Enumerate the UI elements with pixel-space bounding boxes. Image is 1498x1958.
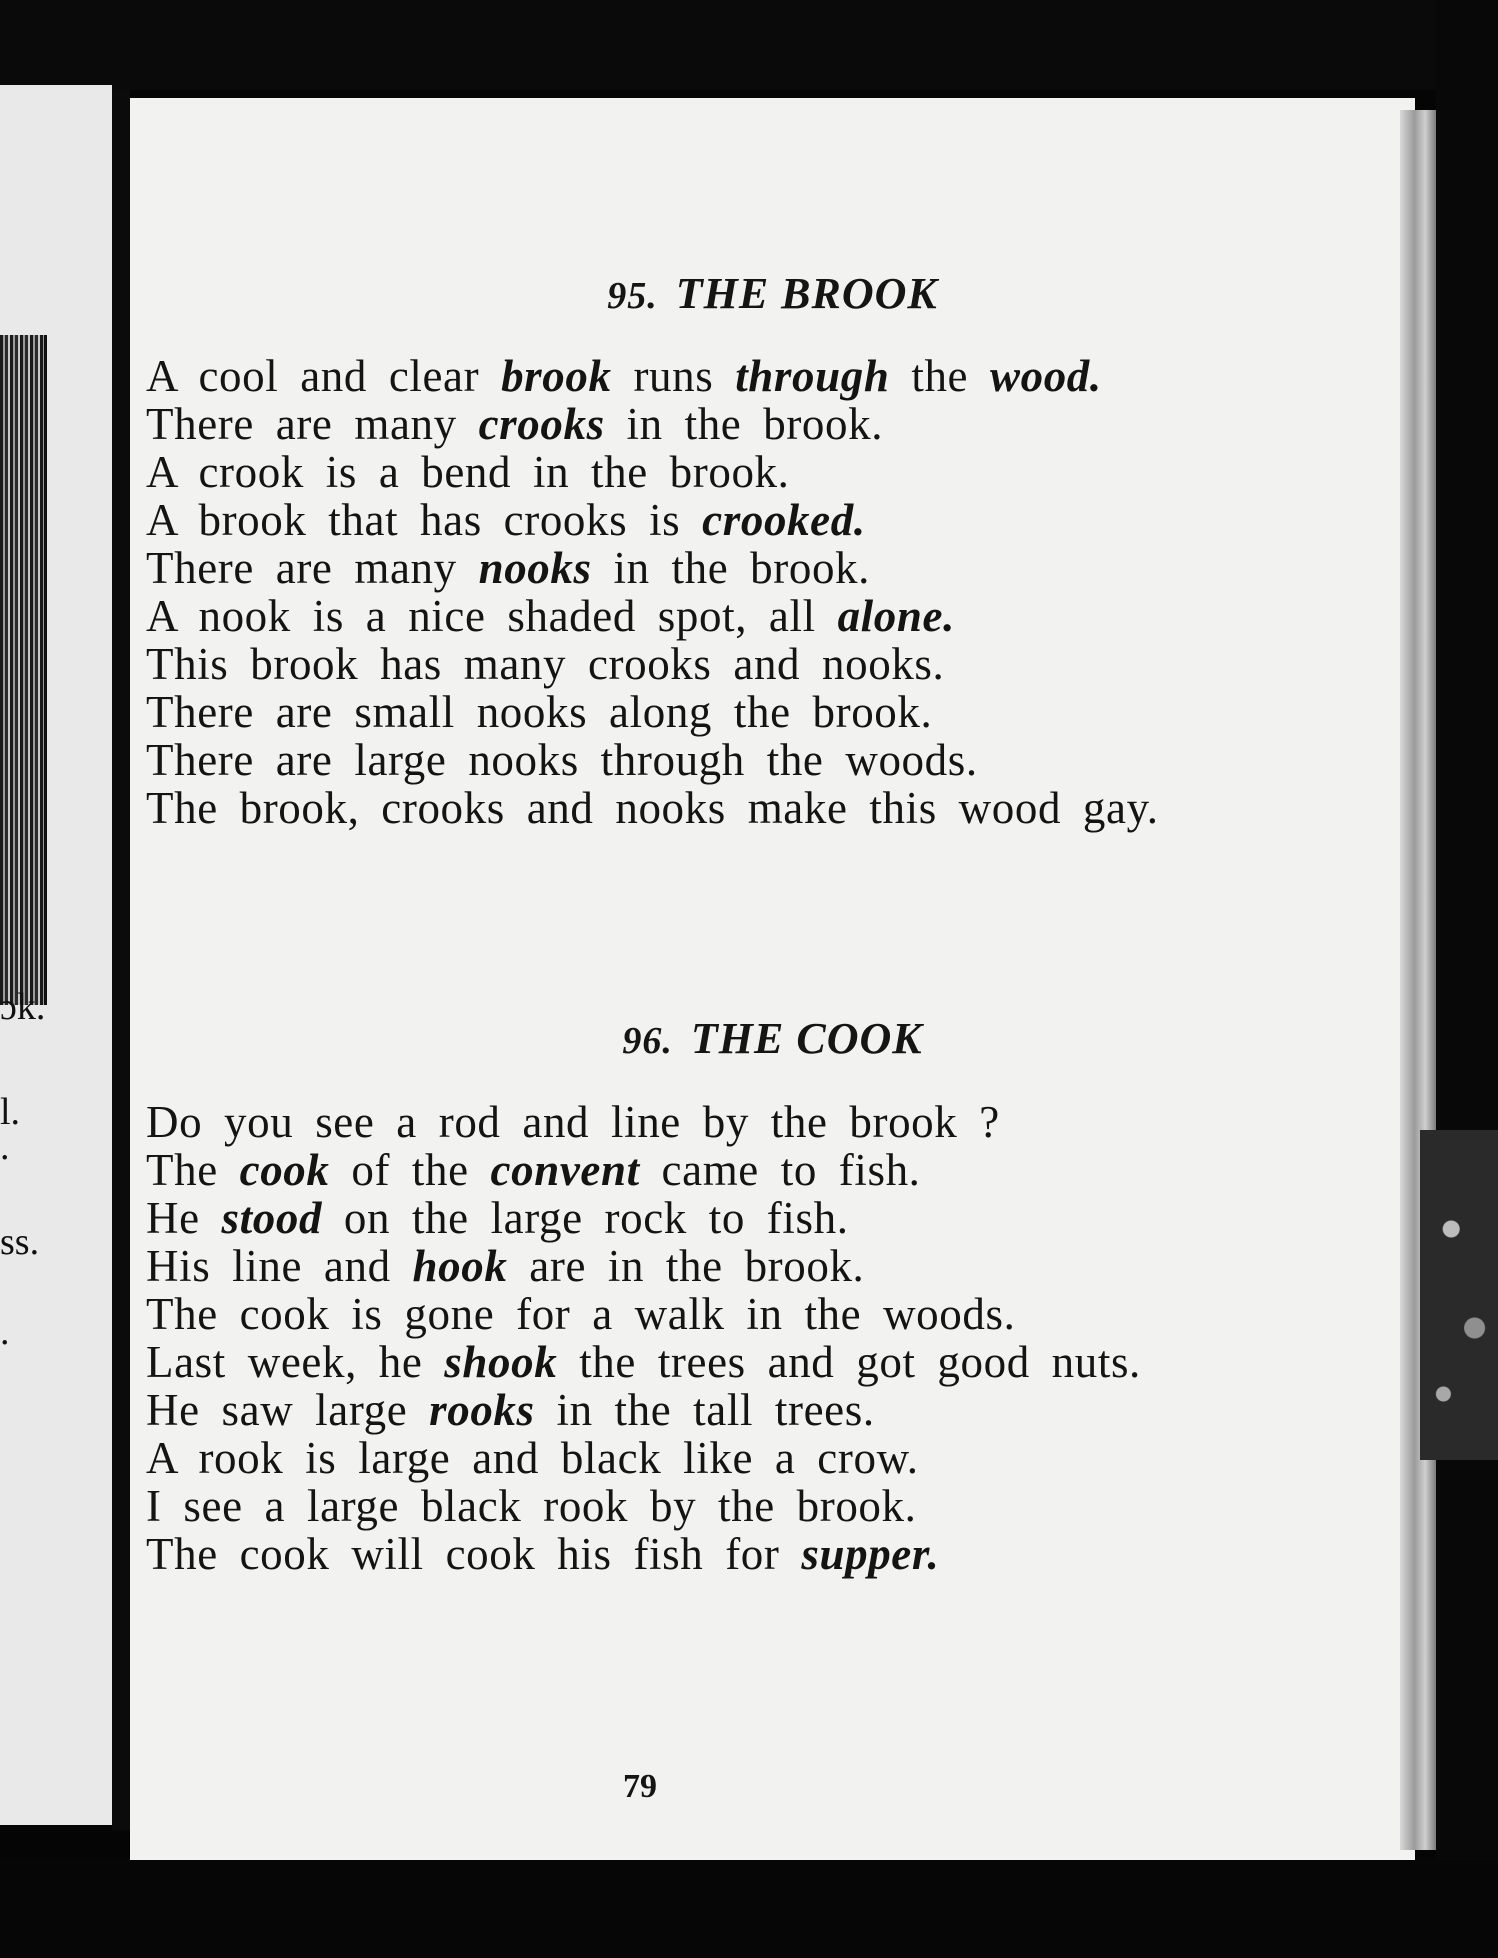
emphasized-word: crooked. — [702, 495, 866, 545]
verse-line — [146, 1288, 1015, 1340]
verse-line — [146, 1384, 875, 1436]
emphasized-word: crooks — [478, 399, 605, 449]
verse-line — [146, 686, 932, 738]
line-text: in the brook. — [591, 543, 870, 593]
verse-line — [146, 494, 866, 546]
line-text: of the — [329, 1145, 491, 1195]
emphasized-word: supper. — [801, 1529, 940, 1579]
section-number: 95. — [607, 275, 658, 317]
verse-line — [146, 734, 978, 786]
line-text: A nook is a nice shaded spot, all — [146, 591, 838, 641]
line-text: in the tall trees. — [534, 1385, 875, 1435]
line-text: the — [889, 351, 990, 401]
section-heading-brook — [130, 268, 1415, 319]
emphasized-word: nooks — [478, 543, 592, 593]
line-text: The brook, crooks and nooks make this wood gay. — [146, 783, 1159, 833]
facing-page-fragment: ss. — [0, 1221, 40, 1263]
emphasized-word: alone. — [837, 591, 955, 641]
verse-line — [146, 398, 883, 450]
line-text: Do you see a rod and line by the brook ? — [146, 1097, 1000, 1147]
line-text: The cook is gone for a walk in the woods. — [146, 1289, 1016, 1339]
line-text: Last week, he — [146, 1337, 445, 1387]
line-text: The — [146, 1145, 240, 1195]
page-edge-shadow — [1400, 110, 1436, 1850]
section-title: THE COOK — [690, 1014, 923, 1063]
line-text: came to fish. — [639, 1145, 921, 1195]
facing-page-fragment: ɔk. — [0, 986, 46, 1028]
line-text: runs — [611, 351, 736, 401]
emphasized-word: shook — [444, 1337, 558, 1387]
scan-speckle — [1420, 1130, 1498, 1460]
line-text: There are many — [146, 543, 479, 593]
line-text: are in the brook. — [507, 1241, 865, 1291]
section-heading-cook — [130, 1013, 1415, 1064]
verse-line — [146, 1336, 1141, 1388]
line-text: There are small nooks along the brook. — [146, 687, 933, 737]
line-text: A crook is a bend in the brook. — [146, 447, 790, 497]
emphasized-word: stood — [221, 1193, 323, 1243]
verse-line — [146, 1432, 919, 1484]
verse-line — [146, 446, 790, 498]
facing-page-fragment: . — [0, 1311, 10, 1353]
line-text: A cool and clear — [146, 351, 502, 401]
verse-line — [146, 1240, 864, 1292]
book-page — [130, 98, 1415, 1860]
verse-line — [146, 590, 955, 642]
page-number: 79 — [623, 1768, 657, 1805]
emphasized-word: brook — [501, 351, 612, 401]
verse-line — [146, 638, 944, 690]
verse-line — [146, 1096, 1000, 1148]
section-number: 96. — [622, 1020, 673, 1062]
verse-line — [146, 782, 1159, 834]
emphasized-word: rooks — [429, 1385, 535, 1435]
line-text: on the large rock to fish. — [322, 1193, 849, 1243]
emphasized-word: through — [735, 351, 890, 401]
line-text: A brook that has crooks is — [146, 495, 703, 545]
section-title: THE BROOK — [675, 269, 938, 318]
verse-line — [146, 1480, 916, 1532]
facing-page-fragment: . — [0, 1126, 10, 1168]
verse-line — [146, 1528, 939, 1580]
line-text: There are many — [146, 399, 479, 449]
scan-right-border — [1436, 0, 1498, 1958]
line-text: He saw large — [146, 1385, 430, 1435]
verse-line — [146, 350, 1102, 402]
emphasized-word: cook — [239, 1145, 330, 1195]
line-text: the trees and got good nuts. — [557, 1337, 1141, 1387]
line-text: This brook has many crooks and nooks. — [146, 639, 945, 689]
facing-page-illustration — [0, 335, 47, 1005]
verse-line — [146, 1144, 921, 1196]
scan-top-border — [0, 0, 1498, 90]
line-text: His line and — [146, 1241, 413, 1291]
line-text: The cook will cook his fish for — [146, 1529, 802, 1579]
verse-line — [146, 542, 870, 594]
emphasized-word: wood. — [989, 351, 1102, 401]
line-text: There are large nooks through the woods. — [146, 735, 978, 785]
line-text: I see a large black rook by the brook. — [146, 1481, 917, 1531]
verse-line — [146, 1192, 849, 1244]
facing-page-left — [0, 85, 112, 1825]
line-text: He — [146, 1193, 222, 1243]
book-spine-gutter — [112, 90, 130, 1830]
facing-page-fragment: l. — [0, 1091, 21, 1133]
scan-bottom-border — [0, 1860, 1498, 1958]
emphasized-word: convent — [490, 1145, 640, 1195]
line-text: A rook is large and black like a crow. — [146, 1433, 919, 1483]
line-text: in the brook. — [604, 399, 884, 449]
emphasized-word: hook — [412, 1241, 508, 1291]
